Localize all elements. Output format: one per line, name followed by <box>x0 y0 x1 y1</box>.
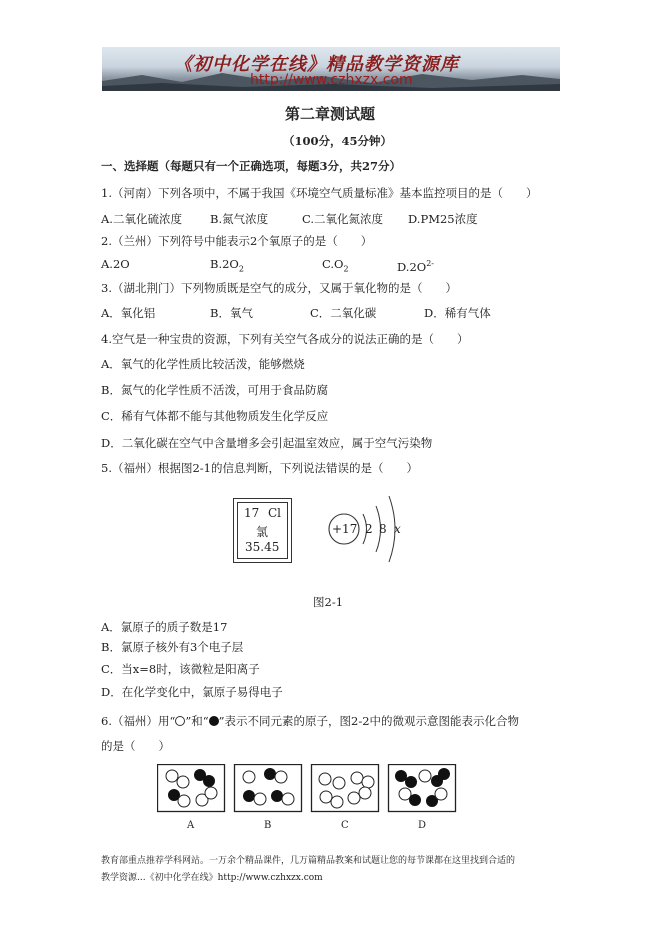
box-b-diagram <box>235 765 302 812</box>
shell-3-electrons: x <box>394 522 401 536</box>
question-3-stem: 3.（湖北荆门）下列物质既是空气的成分，又属于氧化物的是（ ） <box>101 281 457 295</box>
q5-option-a: A．氯原子的质子数是17 <box>101 620 228 634</box>
section-heading: 一、选择题（每题只有一个正确选项，每题3分，共27分） <box>101 159 402 173</box>
molecule-diagrams <box>157 764 458 814</box>
q3-option-a: A．氧化铝 <box>101 306 156 320</box>
shell-1-electrons: 2 <box>365 522 373 536</box>
q1-option-a: A.二氧化硫浓度 <box>101 212 182 226</box>
box-label-b: B <box>264 820 272 831</box>
element-mass: 35.45 <box>245 540 280 554</box>
black-atom-icon <box>209 716 219 726</box>
header-banner <box>102 47 560 91</box>
element-card <box>233 498 292 563</box>
nucleus-charge: +17 <box>332 522 358 536</box>
box-label-c: C <box>341 820 349 831</box>
box-label-a: A <box>187 820 195 831</box>
q4-option-d: D．二氧化碳在空气中含量增多会引起温室效应，属于空气污染物 <box>101 436 433 450</box>
q5-option-d: D．在化学变化中，氯原子易得电子 <box>101 685 283 699</box>
q1-option-c: C.二氧化氮浓度 <box>302 212 384 226</box>
question-2-stem: 2.（兰州）下列符号中能表示2个氧原子的是（ ） <box>101 234 373 248</box>
question-4-stem: 4.空气是一种宝贵的资源，下列有关空气各成分的说法正确的是（ ） <box>101 332 469 346</box>
footer-url[interactable]: http://www.czhxzx.com <box>217 873 323 883</box>
element-name: 氯 <box>256 525 269 539</box>
q1-option-d: D.PM25浓度 <box>408 212 478 226</box>
q2-option-c: $C.O_2$ <box>322 257 349 274</box>
figure-caption: 图2-1 <box>313 595 344 609</box>
q2-option-b: $B.2O_2$ <box>210 257 244 274</box>
q3-option-d: D．稀有气体 <box>424 306 491 320</box>
element-number: 17 <box>244 506 260 520</box>
q1-option-b: B.氮气浓度 <box>210 212 269 226</box>
atom-structure-diagram <box>323 486 413 572</box>
box-c-diagram <box>312 765 379 812</box>
footer-line-2: 教学资源...《初中化学在线》http://www.czhxzx.com <box>101 873 323 883</box>
question-1-stem: 1.（河南）下列各项中，不属于我国《环境空气质量标准》基本监控项目的是（ ） <box>101 186 538 200</box>
white-atom-icon <box>175 716 185 726</box>
q3-option-c: C．二氧化碳 <box>310 306 377 320</box>
q2-option-a: A.2O <box>101 257 130 271</box>
page-title: 第二章测试题 <box>285 105 376 123</box>
box-label-d: D <box>418 820 427 831</box>
q5-option-c: C．当x=8时，该微粒是阳离子 <box>101 662 260 676</box>
q4-option-b: B．氮气的化学性质不活泼，可用于食品防腐 <box>101 383 328 397</box>
q3-option-b: B．氧气 <box>210 306 253 320</box>
element-symbol: Cl <box>268 506 282 520</box>
question-6-stem: 6.（福州）用“ ”和“ ”表示不同元素的原子，图2-2中的微观示意图能表示化合物 <box>101 714 520 728</box>
banner-title: 《初中化学在线》精品教学资源库 <box>174 54 459 75</box>
q5-option-b: B．氯原子核外有3个电子层 <box>101 640 244 654</box>
box-d-diagram <box>389 765 456 812</box>
banner-url[interactable]: http://www.czhxzx.com <box>250 72 413 88</box>
question-6-stem-line2: 的是（ ） <box>101 739 170 753</box>
q4-option-c: C．稀有气体都不能与其他物质发生化学反应 <box>101 409 329 423</box>
box-a-diagram <box>158 765 225 812</box>
q4-option-a: A．氧气的化学性质比较活泼，能够燃烧 <box>101 357 305 371</box>
footer-line-1: 教育部重点推荐学科网站。一万余个精品课件，几万篇精品教案和试题让您的每节课都在这里找到合适的 <box>101 856 516 866</box>
shell-2-electrons: 8 <box>379 522 387 536</box>
q2-option-d: $D.2O^{2-}$ <box>397 259 435 274</box>
page-subtitle: （100分，45分钟） <box>283 134 393 148</box>
question-5-stem: 5.（福州）根据图2-1的信息判断，下列说法错误的是（ ） <box>101 461 418 475</box>
